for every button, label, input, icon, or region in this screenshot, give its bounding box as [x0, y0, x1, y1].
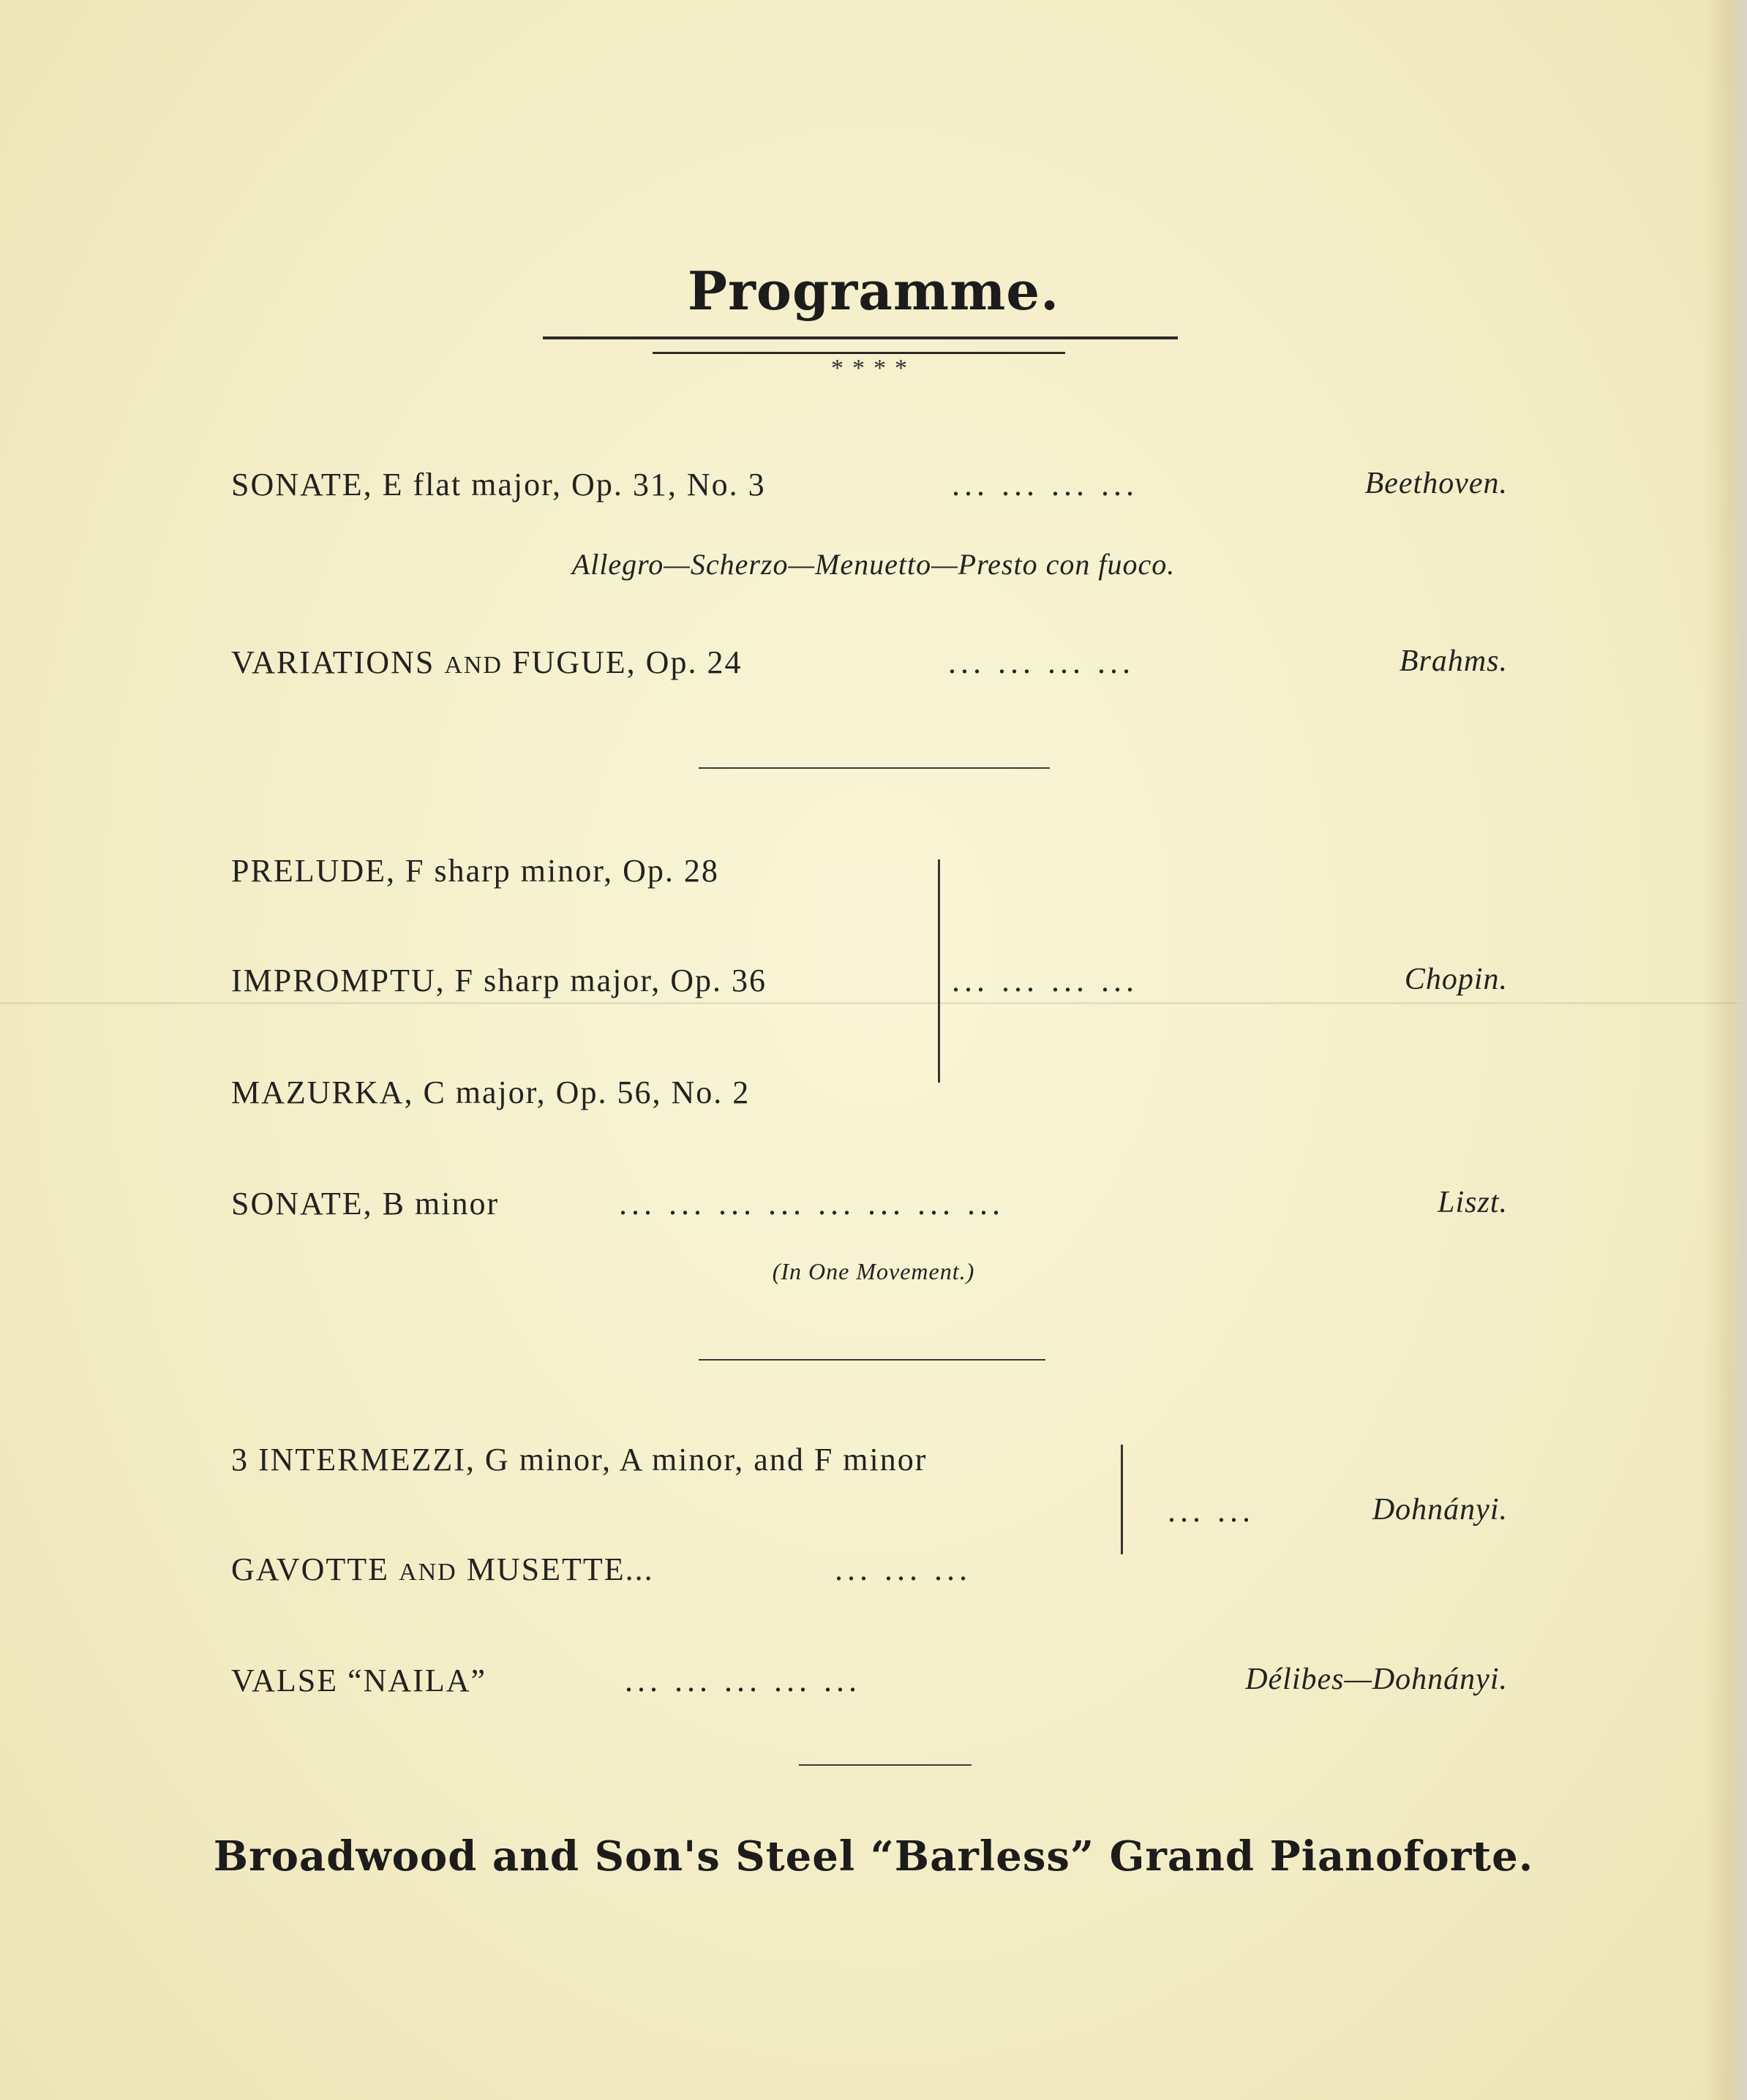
- leader-dots: ... ... ... ...: [952, 467, 1138, 503]
- section-divider: [699, 767, 1050, 769]
- composer-name: Brahms.: [1399, 644, 1508, 678]
- programme-item-mazurka: [231, 1074, 1508, 1125]
- composer-name: Chopin.: [1404, 963, 1508, 996]
- programme-item-dohnanyi: [231, 1492, 1508, 1543]
- work-title: IMPROMPTU, F sharp major, Op. 36: [231, 963, 767, 998]
- programme-item-brahms: [231, 644, 1508, 695]
- movement-list: Allegro—Scherzo—Menuetto—Presto con fuoco.: [571, 548, 1176, 581]
- section-divider: [799, 1764, 972, 1766]
- leader-dots: ... ... ... ... ...: [625, 1663, 861, 1698]
- work-title: VALSE “NAILA”: [231, 1663, 487, 1698]
- work-title: 3 INTERMEZZI, G minor, A minor, and F minor: [231, 1442, 928, 1478]
- leader-dots: ... ...: [1168, 1493, 1255, 1529]
- programme-item-liszt: [231, 1185, 1508, 1236]
- composer-name: Beethoven.: [1364, 467, 1508, 500]
- leader-dots: ... ... ...: [835, 1551, 972, 1587]
- leader-dots: ... ... ... ... ... ... ... ...: [619, 1186, 1004, 1222]
- group-brace: [938, 859, 944, 1083]
- programme-item-valse: [231, 1662, 1508, 1713]
- work-title: MAZURKA, C major, Op. 56, No. 2: [231, 1075, 751, 1110]
- group-brace: [1121, 1445, 1127, 1554]
- title-stars: ****: [831, 355, 916, 382]
- programme-item-impromptu: [231, 962, 1508, 1013]
- movement-note: (In One Movement.): [772, 1258, 975, 1284]
- composer-name: Délibes—Dohnányi.: [1245, 1663, 1508, 1696]
- work-title: SONATE, B minor: [231, 1186, 500, 1222]
- composer-name: Liszt.: [1438, 1186, 1508, 1219]
- leader-dots: ... ... ... ...: [952, 963, 1138, 998]
- programme-title: Programme.: [687, 260, 1060, 322]
- leader-dots: ... ... ... ...: [948, 644, 1135, 680]
- programme-item-prelude: [231, 852, 1508, 903]
- work-title: GAVOTTE AND MUSETTE...: [231, 1551, 654, 1587]
- programme-item-gavotte: [231, 1551, 1508, 1602]
- programme-item-beethoven: [231, 466, 1508, 517]
- title-rule-lower: [653, 352, 1065, 354]
- work-title: SONATE, E flat major, Op. 31, No. 3: [231, 467, 766, 503]
- section-divider: [699, 1359, 1045, 1361]
- work-title: VARIATIONS AND FUGUE, Op. 24: [231, 644, 743, 680]
- composer-name: Dohnányi.: [1372, 1493, 1508, 1527]
- title-rule-upper: [543, 336, 1178, 339]
- programme-item-intermezzi: [231, 1441, 1508, 1492]
- piano-maker-footer: Broadwood and Son's Steel “Barless” Grand Pianoforte.: [213, 1832, 1534, 1881]
- work-title: PRELUDE, F sharp minor, Op. 28: [231, 853, 719, 889]
